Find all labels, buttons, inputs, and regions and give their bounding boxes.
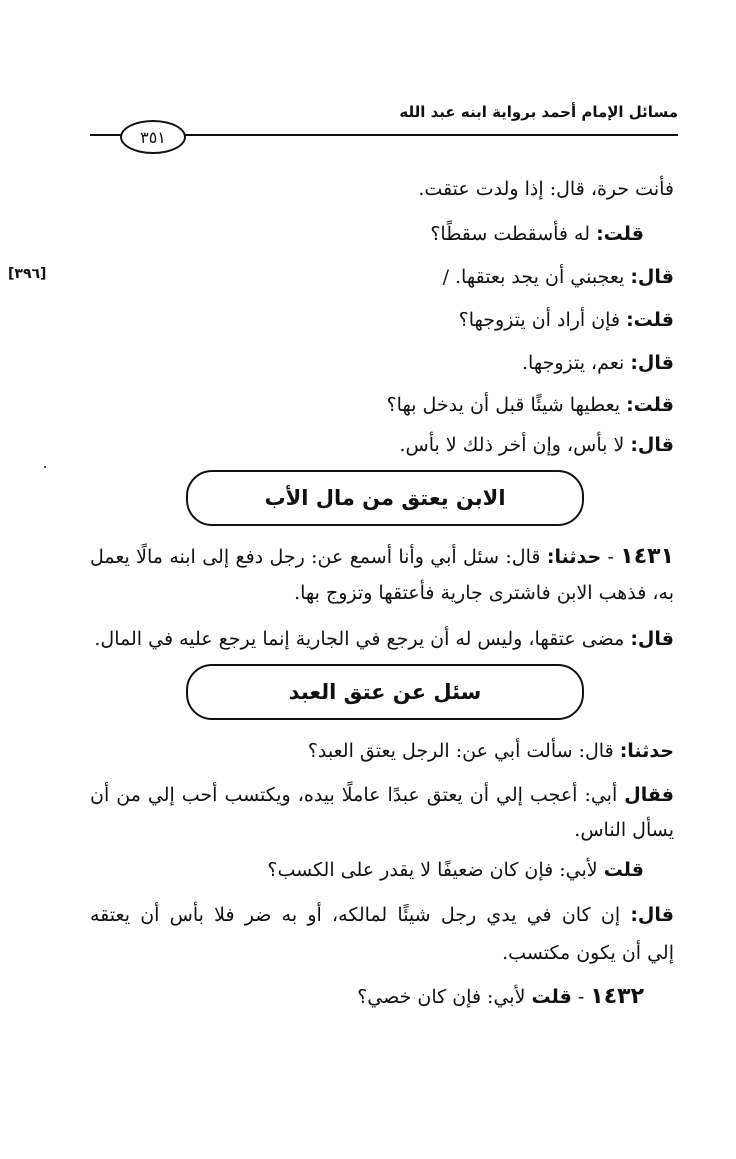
qul-label: قلت <box>603 859 644 881</box>
text-line <box>387 390 674 420</box>
text-line <box>90 542 674 572</box>
line-text: يعجبني أن يجد بعتقها. / <box>442 266 631 288</box>
text-line <box>430 219 644 249</box>
section-heading-box <box>186 664 584 720</box>
margin-reference: [٣٩٦] <box>8 266 47 282</box>
text-line <box>574 815 674 845</box>
line-text: إلي أن يكون مكتسب. <box>502 942 674 964</box>
text-line <box>522 348 674 378</box>
text-line <box>502 938 674 968</box>
qala-label: قال: <box>630 352 674 374</box>
text-line <box>308 736 674 766</box>
line-text: لأبي: فإن كان ضعيفًا لا يقدر على الكسب؟ <box>267 859 604 881</box>
issue-number: ١٤٣١ <box>620 544 674 569</box>
text-line <box>357 982 644 1012</box>
qala-label: قال: <box>630 434 674 456</box>
dash: - <box>601 546 621 568</box>
line-text: فأنت حرة، قال: إذا ولدت عتقت. <box>418 178 674 200</box>
line-text: فإن أراد أن يتزوجها؟ <box>458 309 627 331</box>
line-text: لأبي: فإن كان خصي؟ <box>357 986 532 1008</box>
text-line <box>94 624 674 654</box>
line-text: نعم، يتزوجها. <box>522 352 631 374</box>
text-line <box>90 780 674 810</box>
text-line <box>90 900 674 930</box>
line-text: له فأسقطت سقطًا؟ <box>430 223 597 245</box>
text-line <box>294 578 674 608</box>
text-line <box>443 262 674 292</box>
line-text: به، فذهب الابن فاشترى جارية فأعتقها وتزوج بها. <box>294 582 674 604</box>
margin-mark <box>44 466 46 468</box>
dash: - <box>571 986 591 1008</box>
qul-label: قلت <box>531 986 572 1008</box>
page-number: ٣٥١ <box>120 120 186 154</box>
section-heading: الابن يعتق من مال الأب <box>264 486 506 510</box>
qul-label: قلت: <box>626 309 674 331</box>
qala-label: قال: <box>630 266 674 288</box>
line-text: قال: سألت أبي عن: الرجل يعتق العبد؟ <box>307 740 620 762</box>
qul-label: قلت: <box>626 394 674 416</box>
qul-label: قلت: <box>596 223 644 245</box>
qala-label: قال: <box>630 628 674 650</box>
faqala-label: فقال <box>624 784 674 806</box>
text-line <box>399 430 674 460</box>
section-heading: سئل عن عتق العبد <box>288 680 482 704</box>
running-title: مسائل الإمام أحمد برواية ابنه عبد الله <box>399 103 678 121</box>
text-line <box>267 855 644 885</box>
line-text: إن كان في يدي رجل شيئًا لمالكه، أو به ضر فلا بأس أن يعتقه <box>90 904 621 926</box>
text-line <box>418 174 674 204</box>
line-text: أبي: أعجب إلي أن يعتق عبدًا عاملًا بيده، ويكتسب أحب إلي من أن <box>90 784 625 806</box>
haddathana-label: حدثنا: <box>546 546 602 568</box>
line-text: يعطيها شيئًا قبل أن يدخل بها؟ <box>386 394 627 416</box>
line-text: مضى عتقها، وليس له أن يرجع في الجارية إنما يرجع عليه في المال. <box>94 628 631 650</box>
qala-label: قال: <box>630 904 674 926</box>
issue-number: ١٤٣٢ <box>590 984 644 1009</box>
section-heading-box <box>186 470 584 526</box>
line-text: قال: سئل أبي وأنا أسمع عن: رجل دفع إلى ابنه مالًا يعمل <box>90 546 547 568</box>
text-line <box>459 305 674 335</box>
line-text: يسأل الناس. <box>574 819 674 841</box>
line-text: لا بأس، وإن أخر ذلك لا بأس. <box>399 434 631 456</box>
haddathana-label: حدثنا: <box>619 740 674 762</box>
